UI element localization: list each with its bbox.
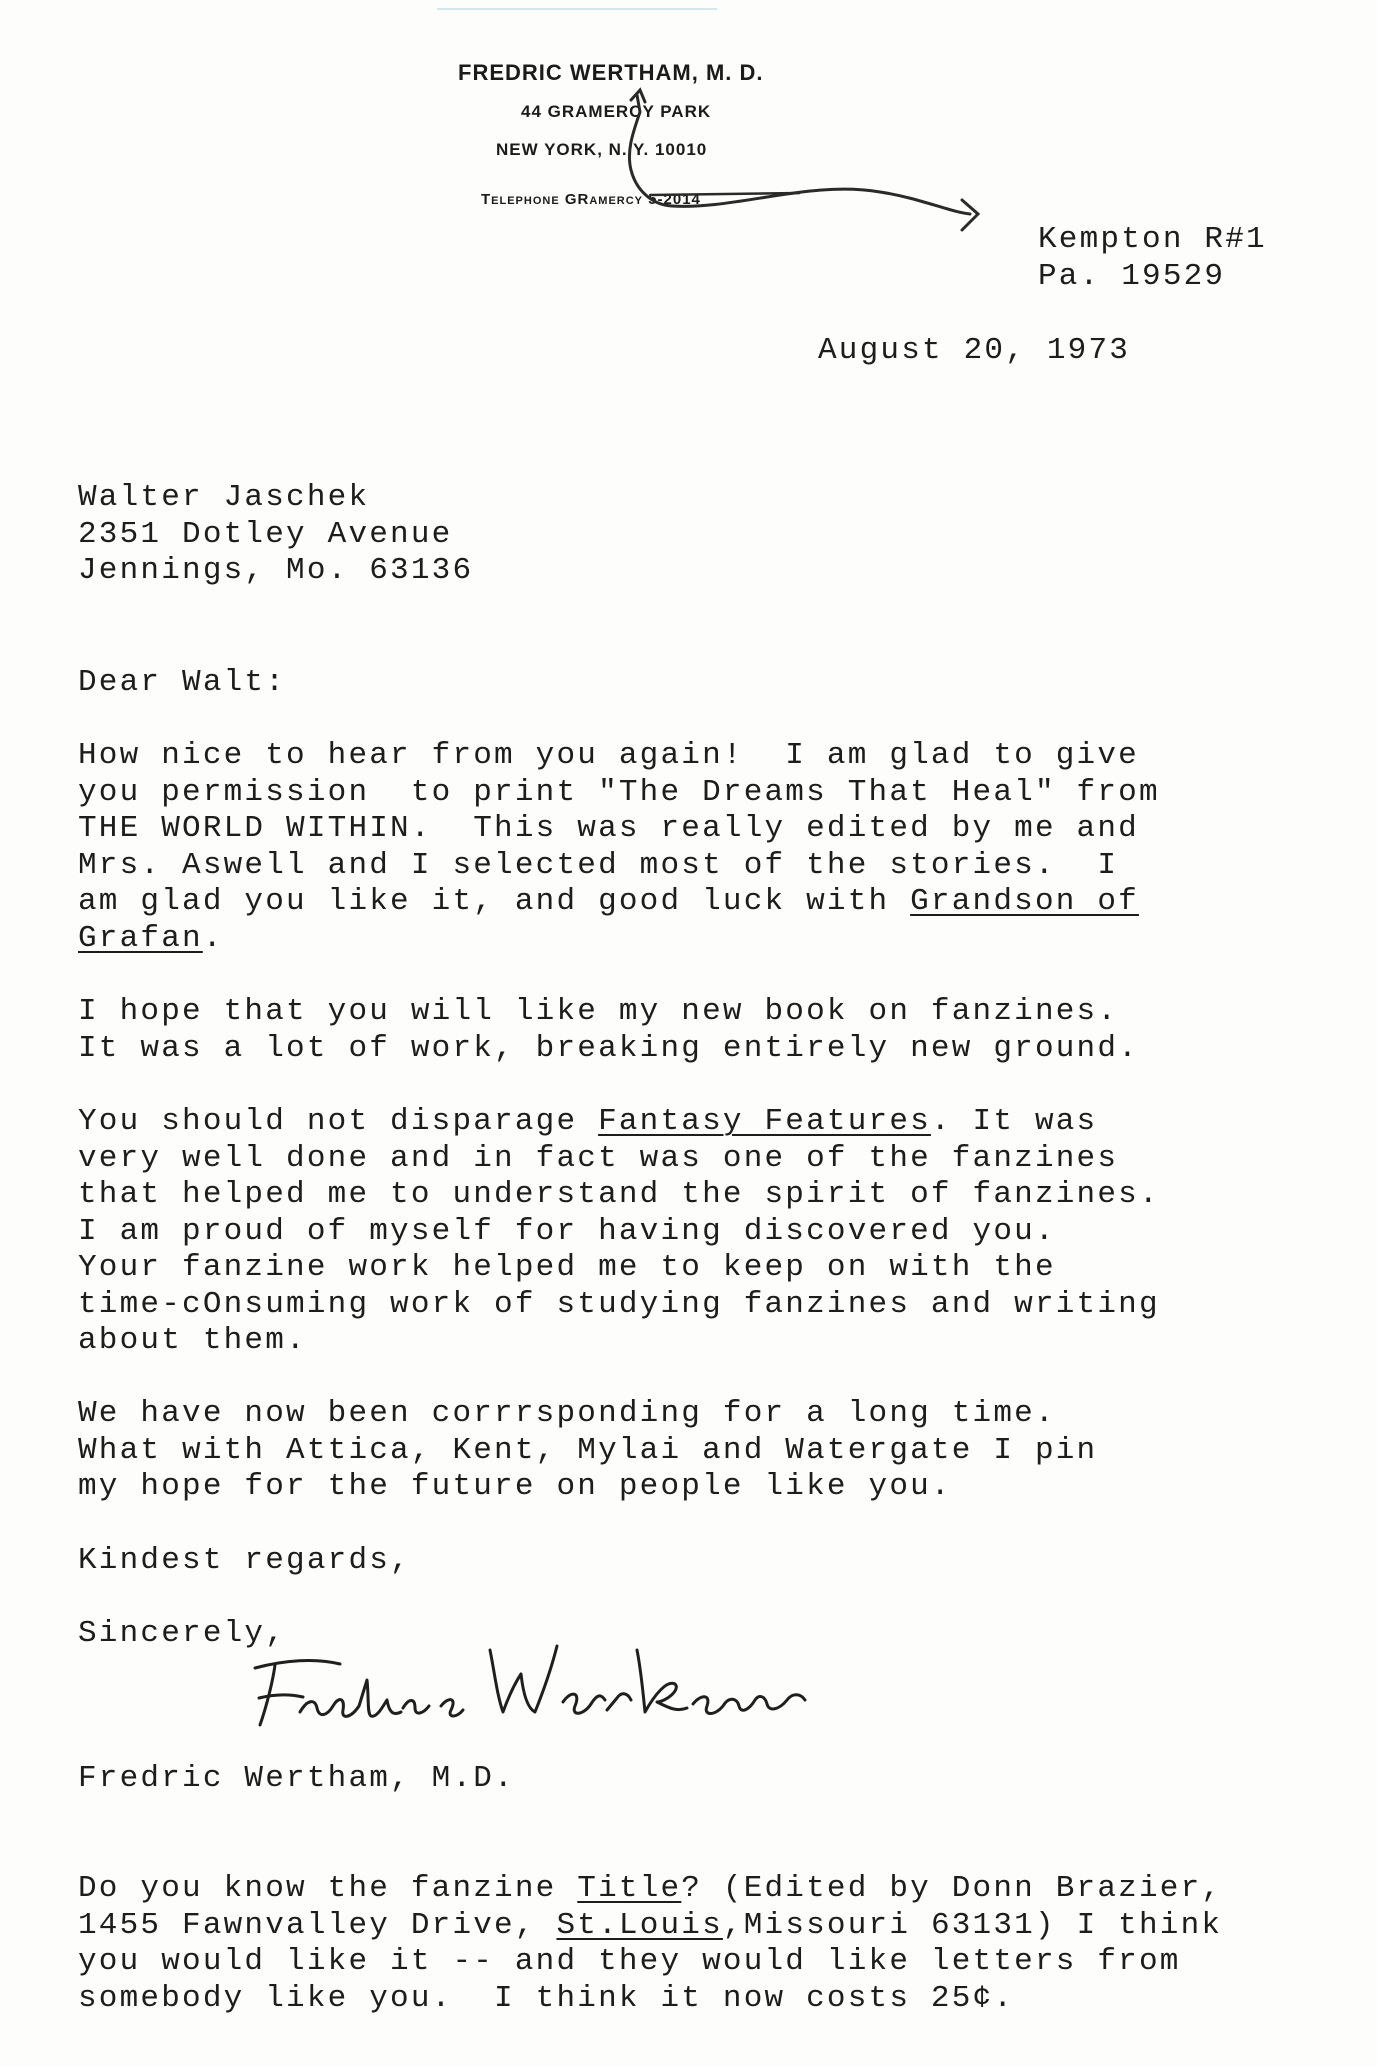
letterhead-address: 44 GRAMERCY PARK [521, 102, 712, 121]
body-line: Mrs. Aswell and I selected most of the stories. I [78, 847, 1119, 883]
body-line: Your fanzine work helped me to keep on with the [78, 1250, 1056, 1285]
sender-new-address [1038, 222, 1267, 295]
letterhead-city: NEW YORK, N. Y. 10010 [496, 140, 708, 159]
salutation: Dear Walt: [78, 665, 287, 700]
body-line: you permission to print "The Dreams That Heal" from [78, 774, 1160, 810]
body-line: How nice to hear from you again! I am glad to give [78, 738, 1139, 773]
letterhead-name: FREDRIC WERTHAM, M. D. [458, 60, 764, 85]
ps-line [78, 1908, 1222, 1945]
sincerely: Sincerely, [78, 1616, 287, 1651]
signer-name: Fredric Wertham, M.D. [78, 1761, 515, 1796]
underlined-title: Grafan [78, 920, 203, 956]
body-line: THE WORLD WITHIN. This was really edited by me and [78, 811, 1139, 846]
paragraph-1 [78, 738, 1160, 957]
body-line: I hope that you will like my new book on fanzines. [78, 994, 1119, 1029]
body-line: It was a lot of work, breaking entirely new ground. [78, 1030, 1139, 1066]
body-line: my hope for the future on people like you. [78, 1469, 952, 1504]
body-line: that helped me to understand the spirit of fanzines. [78, 1177, 1160, 1212]
paragraph-2 [78, 994, 1139, 1067]
top-rule [437, 8, 717, 10]
body-text: am glad you like it, and good luck with [78, 884, 911, 919]
body-line: very well done and in fact was one of the fanzines [78, 1140, 1119, 1176]
ps-line: you would like it -- and they would like letters from [78, 1944, 1181, 1979]
letter-date: August 20, 1973 [818, 333, 1131, 368]
body-line [78, 921, 1160, 958]
body-text: Do you know the fanzine [78, 1871, 578, 1906]
paragraph-3 [78, 1104, 1160, 1360]
ps-line: somebody like you. I think it now costs 25¢. [78, 1980, 1015, 2016]
closing: Kindest regards, [78, 1543, 411, 1578]
postscript [78, 1871, 1222, 2017]
address-line: Pa. 19529 [1038, 258, 1226, 294]
body-line [78, 884, 1160, 921]
recipient-name: Walter Jaschek [78, 480, 370, 515]
body-line: We have now been corrrsponding for a long time. [78, 1396, 1056, 1431]
ps-line [78, 1871, 1222, 1908]
recipient-city: Jennings, Mo. 63136 [78, 553, 474, 588]
body-line: I am proud of myself for having discovered you. [78, 1213, 1056, 1249]
body-text: . [202, 920, 224, 956]
body-line: about them. [78, 1323, 307, 1358]
handwritten-signature [245, 1620, 825, 1740]
body-text: 1455 Fawnvalley Drive, [78, 1907, 557, 1943]
body-line: time-cOnsuming work of studying fanzines and writing [78, 1286, 1160, 1322]
recipient-address [78, 480, 473, 590]
underlined-title: Grandson of [910, 884, 1139, 919]
paragraph-4 [78, 1396, 1097, 1506]
underlined-title: Fantasy Features [598, 1104, 931, 1139]
body-text: . It was [930, 1104, 1098, 1139]
body-text: ? (Edited by Donn Brazier, [681, 1871, 1223, 1906]
underlined-city: St.Louis [556, 1907, 723, 1943]
recipient-street: 2351 Dotley Avenue [78, 516, 453, 552]
letterhead-telephone: Telephone GRamercy 5-2014 [481, 191, 701, 208]
address-line: Kempton R#1 [1038, 222, 1267, 257]
body-text: You should not disparage [78, 1104, 599, 1139]
body-line: What with Attica, Kent, Mylai and Watergate I pin [78, 1432, 1098, 1468]
underlined-title: Title [577, 1871, 682, 1906]
body-line [78, 1104, 1160, 1141]
body-text: ,Missouri 63131) I think [722, 1907, 1223, 1943]
